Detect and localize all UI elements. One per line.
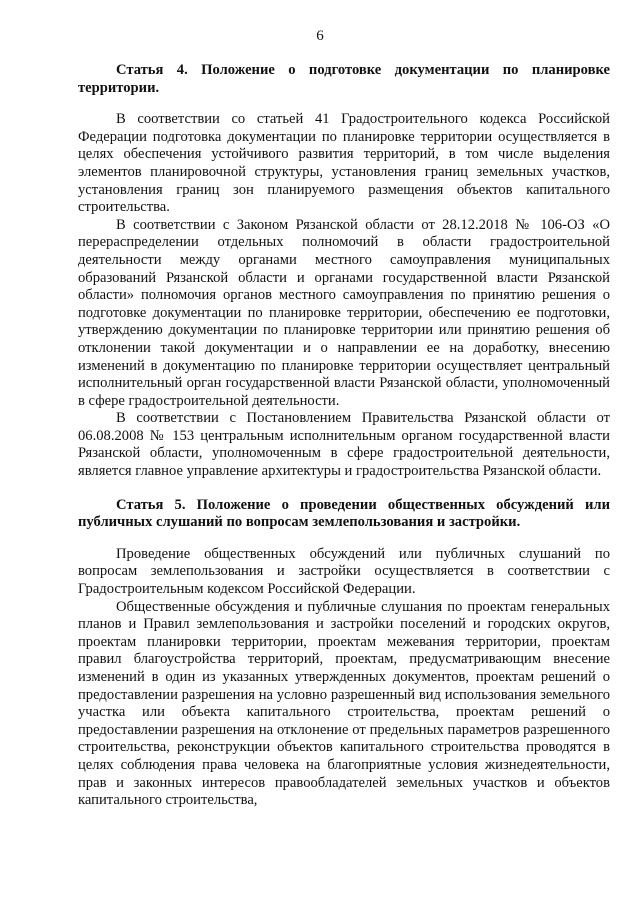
article-4-section xyxy=(78,62,610,481)
article-5-paragraph-2: Общественные обсуждения и публичные слушания по проектам генеральных планов и Правил землепользования и застройки поселений и городских округов, проектам планировки территории, проектам межевания территории, проектам правил благоустройства территорий, проектам, предусматривающим внесение изменений в один из указанных утвержденных документов, проектам решений о предоставлении разрешения на условно разрешенный вид использования земельного участка или объекта капитального строительства, проектам решений о предоставлении разрешения на отклонение от предельных параметров разрешенного строительства, реконструкции объектов капитального строительства проводятся в целях соблюдения права человека на благоприятные условия жизнедеятельности, прав и законных интересов правообладателей земельных участков и объектов капитального строительства, xyxy=(78,598,610,809)
article-4-paragraph-3: В соответствии с Постановлением Правительства Рязанской области от 06.08.2008 № 153 центральным исполнительным органом государственной власти Рязанской области, уполномоченным в сфере градостроительной деятельности, является главное управление архитектуры и градостроительства Рязанской области. xyxy=(78,410,610,480)
article-5-section xyxy=(78,497,610,810)
article-5-heading: Статья 5. Положение о проведении общественных обсуждений или публичных слушаний по вопросам землепользования и застройки. xyxy=(78,496,610,531)
article-4-heading: Статья 4. Положение о подготовке документации по планировке территории. xyxy=(78,62,610,96)
article-4-paragraph-1: В соответствии со статьей 41 Градостроительного кодекса Российской Федерации подготовка документации по планировке территории осуществляется в целях обеспечения устойчивого развития территорий, в том числе выделения элементов планировочной структуры, установления границ земельных участков, установления границ зон планируемого размещения объектов капитального строительства. xyxy=(78,111,610,216)
document-body xyxy=(78,62,610,810)
page-number: 6 xyxy=(316,28,324,44)
article-5-paragraph-1: Проведение общественных обсуждений или публичных слушаний по вопросам землепользования и застройки осуществляется в соответствии с Градостроительным кодексом Российской Федерации. xyxy=(78,545,610,598)
article-4-paragraph-2: В соответствии с Законом Рязанской области от 28.12.2018 № 106-ОЗ «О перераспределении отдельных полномочий в области градостроительной деятельности между органами местного самоуправления муниципальных образований Рязанской области и органами государственной власти Рязанской области» полномочия органов местного самоуправления по принятию решения о подготовке документации по планировке территории, обеспечению ее подготовки, утверждению документации по планировке территории или принятию решения об отклонении такой документации и о направлении ее на доработку, внесению изменений в документацию по планировке территории осуществляет центральный исполнительный орган государственной власти Рязанской области, уполномоченный в сфере градостроительной деятельности. xyxy=(78,216,610,409)
